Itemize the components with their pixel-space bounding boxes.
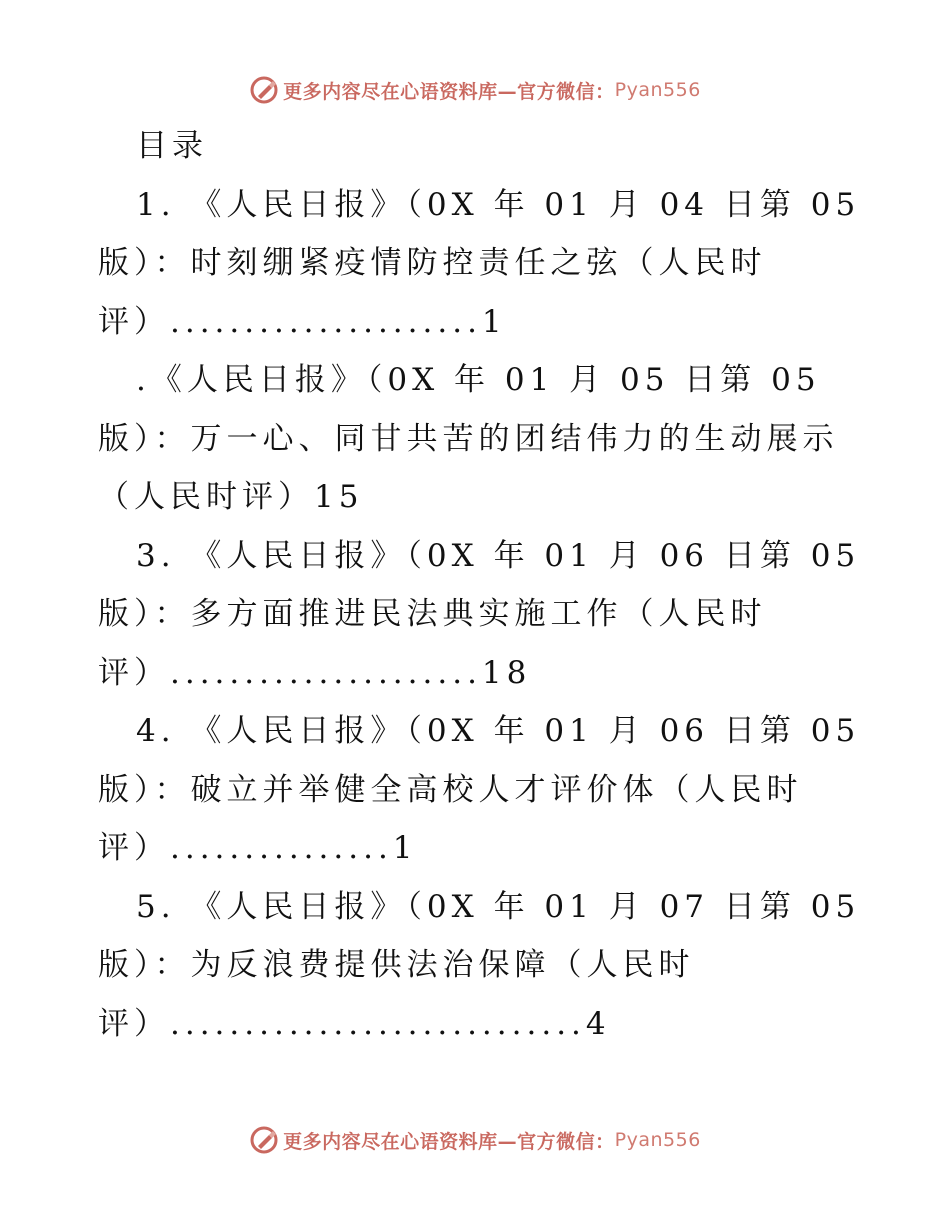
watermark-text: 更多内容尽在心语资料库—官方微信： (283, 80, 615, 103)
toc-line: .《人民日报》（0X 年 01 月 05 日第 05 (136, 362, 821, 398)
toc-line: 1. 《人民日报》（0X 年 01 月 04 日第 05 (136, 186, 861, 223)
pen-logo-icon (249, 75, 279, 105)
toc-line: 评）.....................18 (98, 654, 532, 691)
pen-logo-icon (249, 1125, 279, 1155)
toc-line: 版）：多方面推进民法典实施工作（人民时 (98, 596, 767, 632)
toc-line: 版）：万一心、同甘共苦的团结伟力的生动展示 (98, 420, 839, 457)
toc-line: 评）............................4 (98, 1005, 611, 1042)
table-of-contents (98, 117, 861, 1053)
toc-line: 3. 《人民日报》（0X 年 01 月 06 日第 05 (136, 537, 861, 574)
watermark-text: 更多内容尽在心语资料库—官方微信： (283, 1130, 615, 1153)
toc-title: 目录 (136, 128, 208, 164)
toc-line: 评）.....................1 (98, 303, 507, 340)
watermark-contact: Pyan556 (614, 1129, 701, 1151)
toc-line: 4. 《人民日报》（0X 年 01 月 06 日第 05 (136, 713, 861, 749)
watermark-contact: Pyan556 (614, 79, 701, 101)
watermark-footer (0, 1120, 950, 1160)
watermark-header (0, 70, 950, 110)
toc-line: 版）：为反浪费提供法治保障（人民时 (98, 947, 695, 983)
toc-line: 评）...............1 (98, 830, 418, 866)
toc-line: 版）：时刻绷紧疫情防控责任之弦（人民时 (98, 245, 767, 281)
toc-line: 5. 《人民日报》（0X 年 01 月 07 日第 05 (136, 888, 861, 925)
toc-line: 版）：破立并举健全高校人才评价体（人民时 (98, 771, 803, 808)
toc-line: （人民时评）15 (98, 479, 364, 515)
